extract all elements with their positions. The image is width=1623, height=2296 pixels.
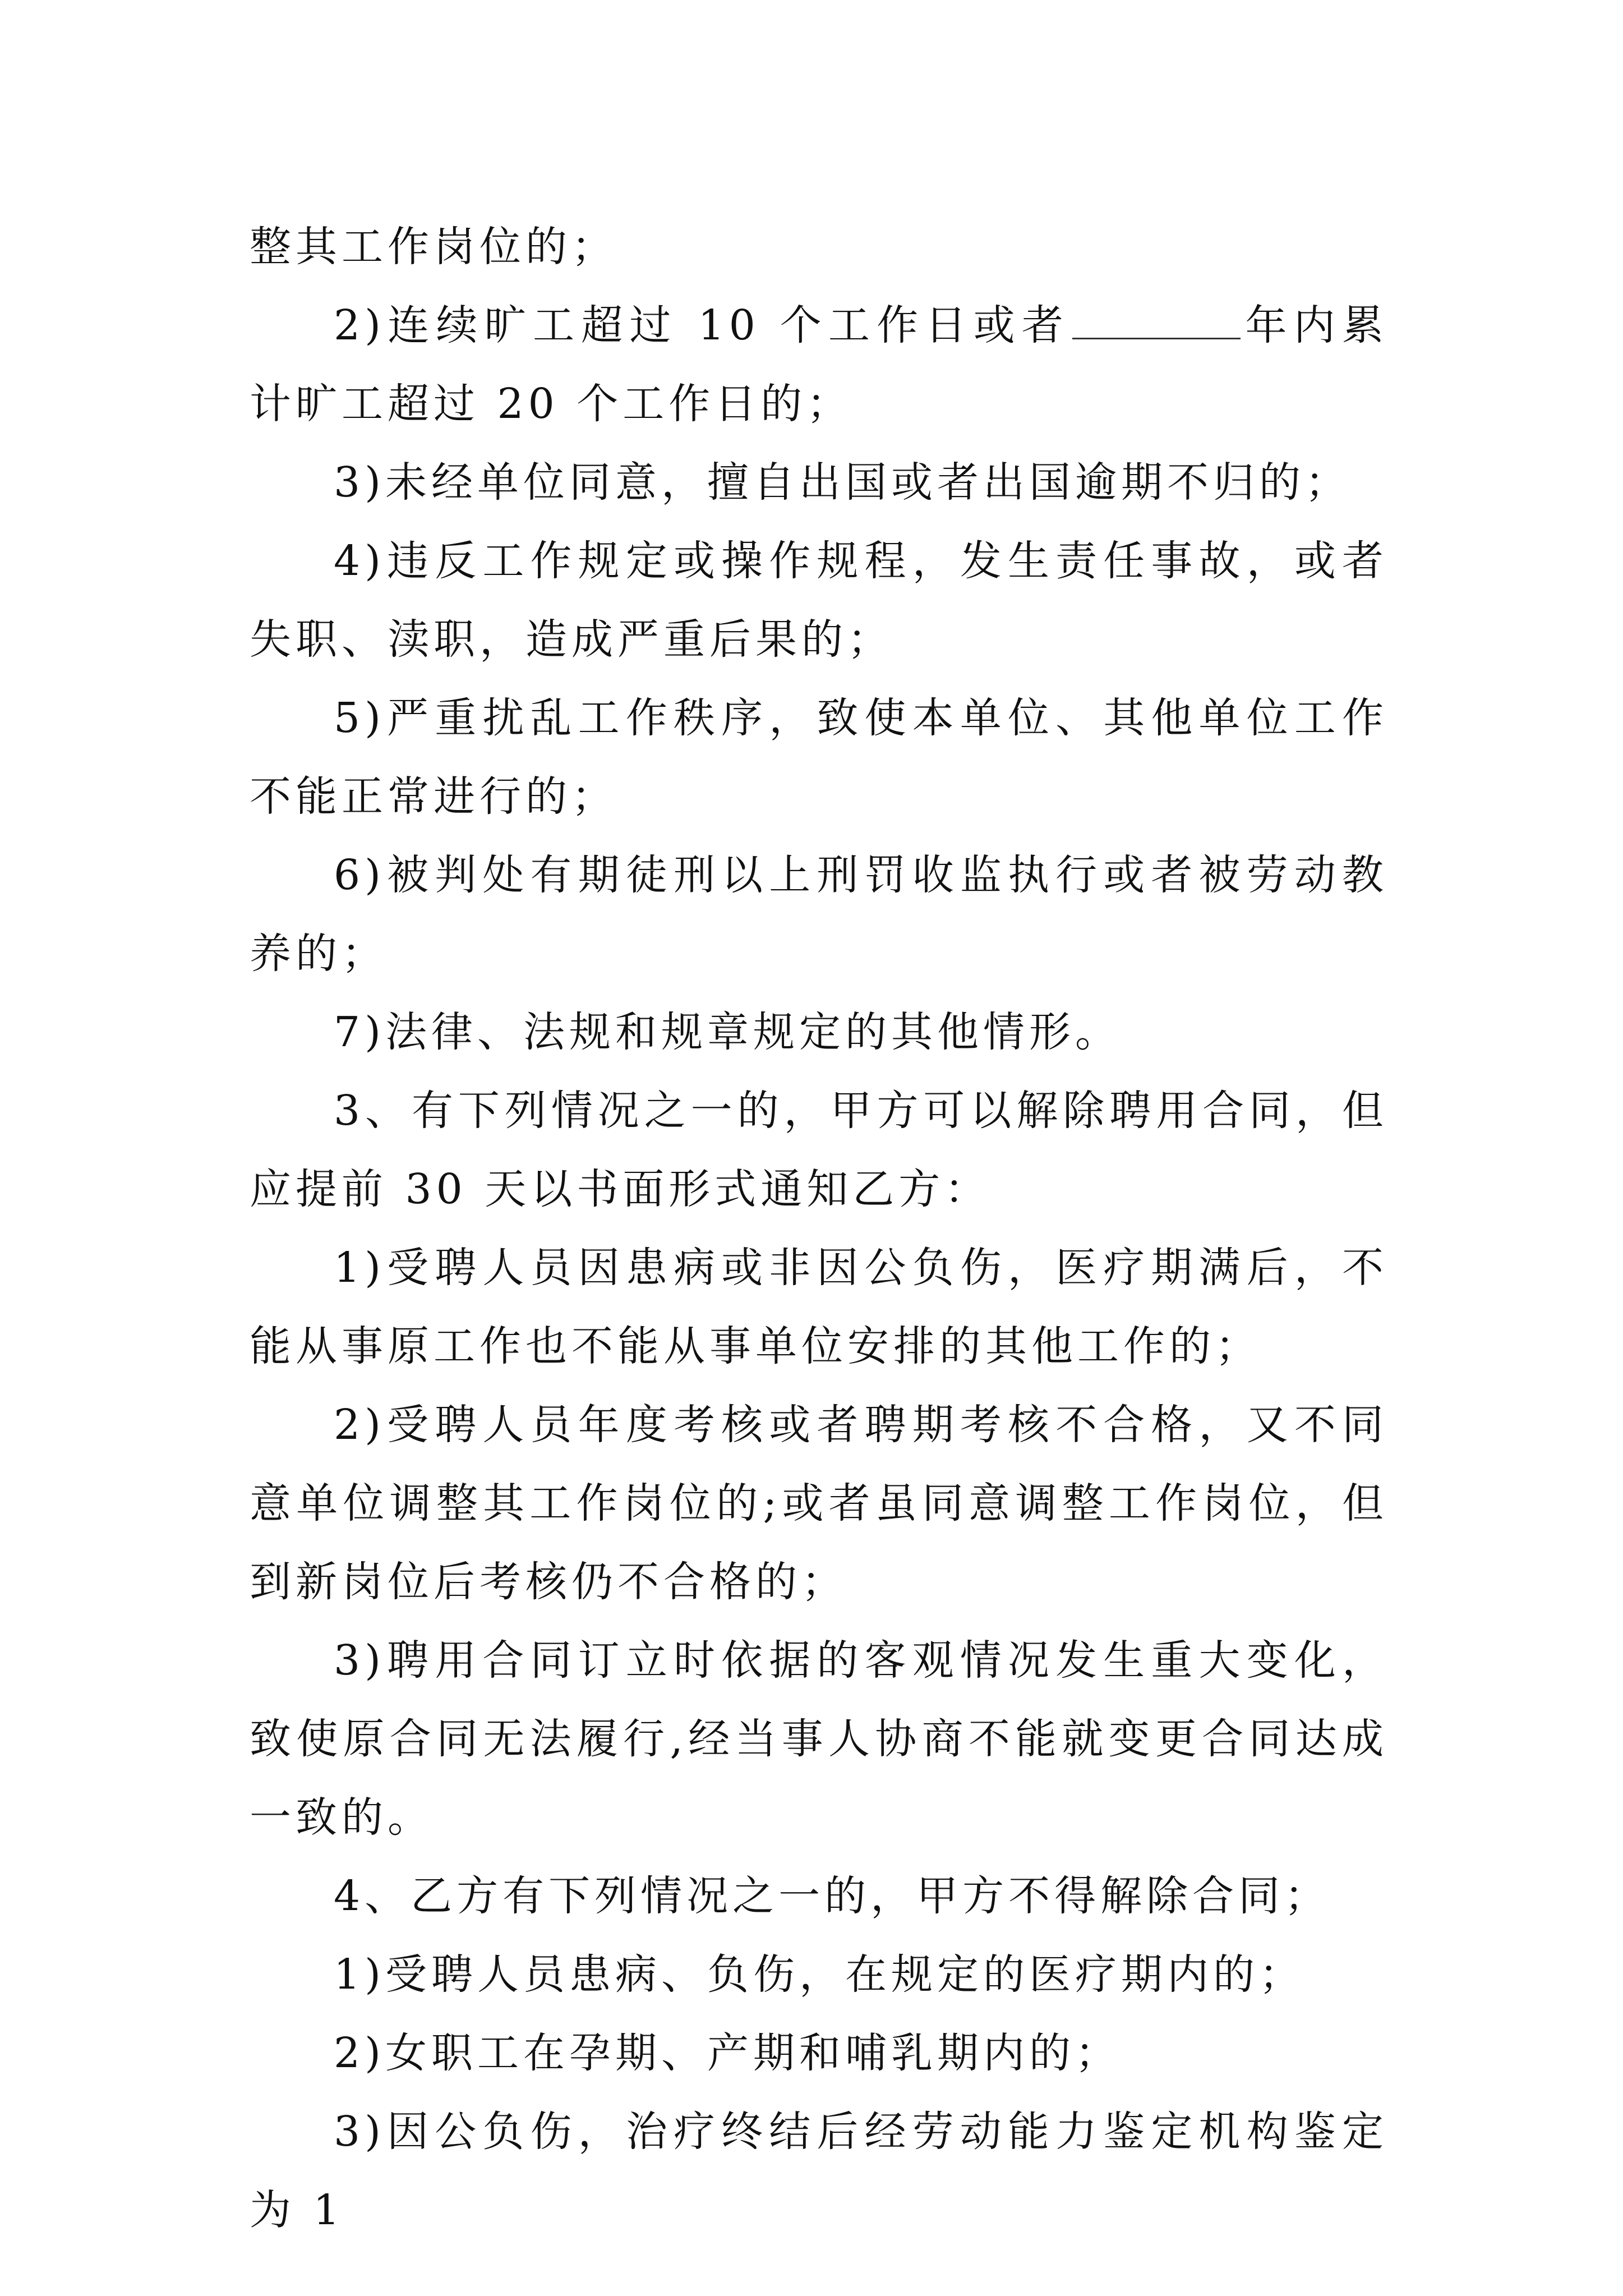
paragraph: 4)违反工作规定或操作规程，发生责任事故，或者失职、渎职，造成严重后果的； — [250, 537, 1388, 664]
paragraph: 1)受聘人员因患病或非因公负伤，医疗期满后，不能从事原工作也不能从事单位安排的其他工作的； — [250, 1244, 1388, 1370]
paragraph-text-after-blank: 年内累计旷工超过 20 个工作日的； — [250, 301, 1388, 428]
paragraph: 7)法律、法规和规章规定的其他情形。 — [334, 1008, 1121, 1056]
paragraph-text-before-blank: 2)连续旷工超过 10 个工作日或者 — [334, 301, 1071, 349]
paragraph: 5)严重扰乱工作秩序，致使本单位、其他单位工作不能正常进行的； — [250, 694, 1388, 821]
paragraph: 整其工作岗位的； — [250, 223, 617, 271]
paragraph: 2)受聘人员年度考核或者聘期考核不合格，又不同意单位调整其工作岗位的;或者虽同意调整工作岗位，但到新岗位后考核仍不合格的； — [250, 1401, 1388, 1606]
paragraph: 6)被判处有期徒刑以上刑罚收监执行或者被劳动教养的； — [250, 851, 1388, 978]
paragraph: 3)未经单位同意，擅自出国或者出国逾期不归的； — [334, 458, 1351, 507]
paragraph: 3)因公负伤，治疗终结后经劳动能力鉴定机构鉴定为 1 — [250, 2108, 1388, 2234]
paragraph: 3、有下列情况之一的，甲方可以解除聘用合同，但应提前 30 天以书面形式通知乙方： — [250, 1087, 1388, 1213]
paragraph-with-blank — [250, 286, 1388, 443]
document-body — [250, 208, 1388, 2249]
paragraph: 4、乙方有下列情况之一的，甲方不得解除合同； — [334, 1872, 1331, 1920]
fill-in-blank — [1072, 304, 1241, 339]
paragraph: 3)聘用合同订立时依据的客观情况发生重大变化，致使原合同无法履行,经当事人协商不能就变更合同达成一致的。 — [250, 1636, 1388, 1842]
paragraph: 2)女职工在孕期、产期和哺乳期内的； — [334, 2029, 1121, 2077]
paragraph: 1)受聘人员患病、负伤，在规定的医疗期内的； — [334, 1950, 1305, 1999]
